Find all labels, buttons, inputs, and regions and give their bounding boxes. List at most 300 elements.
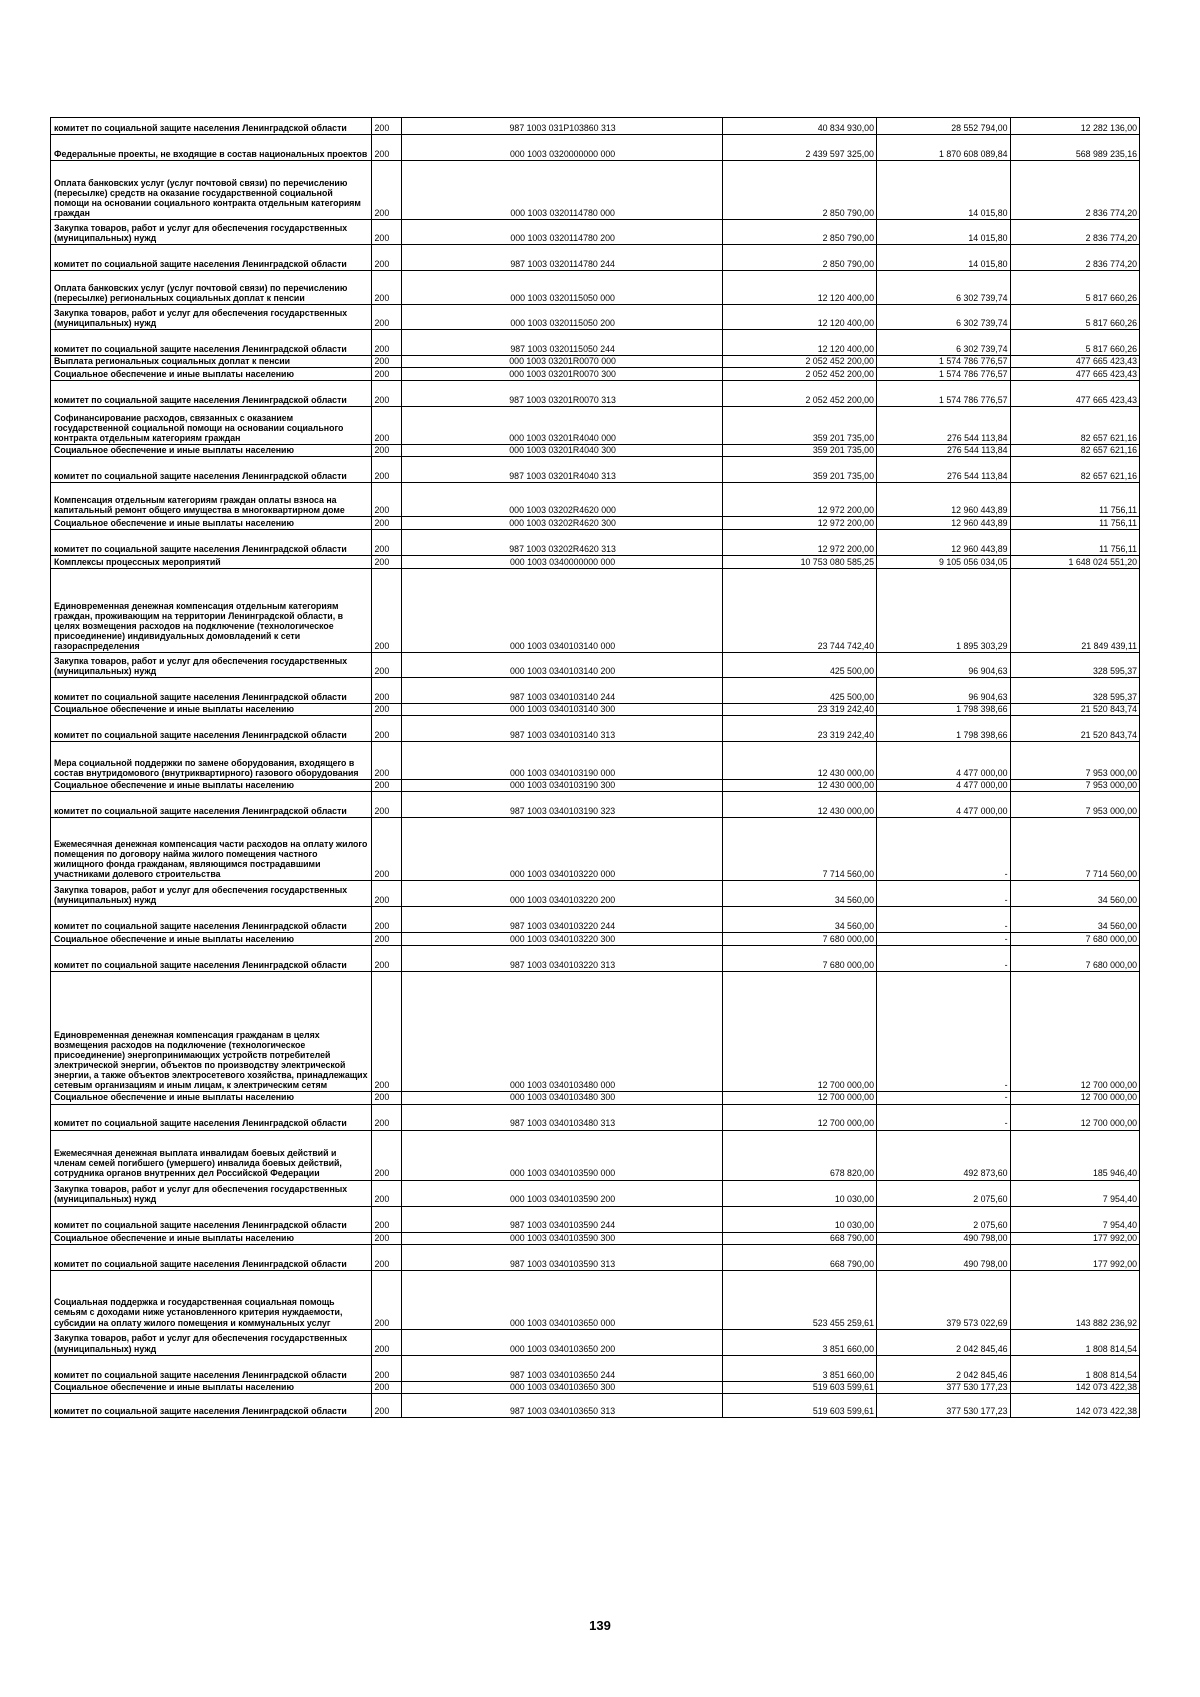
row-executed: 2 075,60 <box>876 1180 1010 1206</box>
row-approved: 668 790,00 <box>722 1244 876 1270</box>
row-kbk: 000 1003 0340103480 000 <box>402 972 723 1092</box>
row-code: 200 <box>371 161 402 220</box>
row-executed: 276 544 113,84 <box>876 407 1010 445</box>
row-unexecuted: 1 648 024 551,20 <box>1010 556 1139 569</box>
table-row <box>51 569 1140 653</box>
row-code: 200 <box>371 305 402 330</box>
row-unexecuted: 7 680 000,00 <box>1010 946 1139 972</box>
table-row <box>51 356 1140 368</box>
row-name: комитет по социальной защите населения Ленинградской области <box>51 716 372 742</box>
row-unexecuted: 185 946,40 <box>1010 1130 1139 1180</box>
row-unexecuted: 12 282 136,00 <box>1010 118 1139 135</box>
table-row <box>51 946 1140 972</box>
row-executed: - <box>876 1092 1010 1104</box>
row-code: 200 <box>371 1104 402 1130</box>
row-code: 200 <box>371 118 402 135</box>
row-unexecuted: 82 657 621,16 <box>1010 407 1139 445</box>
row-executed: - <box>876 946 1010 972</box>
page-number: 139 <box>589 1618 611 1633</box>
row-kbk: 987 1003 0340103650 244 <box>402 1355 723 1381</box>
row-kbk: 987 1003 031P103860 313 <box>402 118 723 135</box>
row-name: Ежемесячная денежная выплата инвалидам боевых действий и членам семей погибшего (умершего) инвалида боевых действий, сотрудника органов внутренних дел Российской Федерации <box>51 1130 372 1180</box>
row-name: Софинансирование расходов, связанных с оказанием государственной социальной помощи на основании социального контракта отдельным категориям граждан <box>51 407 372 445</box>
row-approved: 359 201 735,00 <box>722 407 876 445</box>
row-approved: 40 834 930,00 <box>722 118 876 135</box>
row-executed: 1 798 398,66 <box>876 704 1010 716</box>
row-executed: 96 904,63 <box>876 678 1010 704</box>
row-approved: 12 120 400,00 <box>722 330 876 356</box>
row-unexecuted: 82 657 621,16 <box>1010 445 1139 457</box>
row-approved: 12 430 000,00 <box>722 792 876 818</box>
row-kbk: 000 1003 0340103480 300 <box>402 1092 723 1104</box>
row-executed: 379 573 022,69 <box>876 1270 1010 1329</box>
row-name: комитет по социальной защите населения Ленинградской области <box>51 1206 372 1232</box>
row-kbk: 000 1003 0340103590 200 <box>402 1180 723 1206</box>
row-approved: 523 455 259,61 <box>722 1270 876 1329</box>
row-code: 200 <box>371 1092 402 1104</box>
row-name: Выплата региональных социальных доплат к пенсии <box>51 356 372 368</box>
row-name: Закупка товаров, работ и услуг для обеспечения государственных (муниципальных) нужд <box>51 1329 372 1355</box>
row-unexecuted: 21 520 843,74 <box>1010 704 1139 716</box>
row-kbk: 000 1003 0320000000 000 <box>402 135 723 161</box>
row-executed: 2 075,60 <box>876 1206 1010 1232</box>
table-row <box>51 933 1140 946</box>
row-kbk: 987 1003 0320115050 244 <box>402 330 723 356</box>
row-code: 200 <box>371 1393 402 1417</box>
row-unexecuted: 7 953 000,00 <box>1010 780 1139 792</box>
row-unexecuted: 2 836 774,20 <box>1010 220 1139 245</box>
table-row <box>51 678 1140 704</box>
table-row <box>51 483 1140 517</box>
row-code: 200 <box>371 245 402 271</box>
row-name: Социальное обеспечение и иные выплаты населению <box>51 1381 372 1393</box>
row-executed: 28 552 794,00 <box>876 118 1010 135</box>
row-approved: 12 972 200,00 <box>722 483 876 517</box>
row-code: 200 <box>371 381 402 407</box>
row-name: Закупка товаров, работ и услуг для обеспечения государственных (муниципальных) нужд <box>51 653 372 678</box>
row-unexecuted: 477 665 423,43 <box>1010 381 1139 407</box>
row-approved: 519 603 599,61 <box>722 1381 876 1393</box>
table-row <box>51 1206 1140 1232</box>
table-row <box>51 1244 1140 1270</box>
table-row <box>51 517 1140 530</box>
table-row <box>51 907 1140 933</box>
table-row <box>51 161 1140 220</box>
row-unexecuted: 21 849 439,11 <box>1010 569 1139 653</box>
row-code: 200 <box>371 1270 402 1329</box>
row-kbk: 987 1003 0340103590 313 <box>402 1244 723 1270</box>
row-code: 200 <box>371 407 402 445</box>
table-row <box>51 716 1140 742</box>
row-kbk: 000 1003 0340000000 000 <box>402 556 723 569</box>
row-executed: 1 870 608 089,84 <box>876 135 1010 161</box>
row-executed: 1 798 398,66 <box>876 716 1010 742</box>
row-unexecuted: 5 817 660,26 <box>1010 330 1139 356</box>
row-name: комитет по социальной защите населения Ленинградской области <box>51 457 372 483</box>
row-kbk: 000 1003 0340103140 000 <box>402 569 723 653</box>
row-code: 200 <box>371 1206 402 1232</box>
row-kbk: 000 1003 0340103650 200 <box>402 1329 723 1355</box>
row-unexecuted: 2 836 774,20 <box>1010 245 1139 271</box>
row-kbk: 000 1003 0320114780 000 <box>402 161 723 220</box>
row-kbk: 000 1003 0340103220 300 <box>402 933 723 946</box>
row-unexecuted: 477 665 423,43 <box>1010 356 1139 368</box>
row-executed: 4 477 000,00 <box>876 792 1010 818</box>
row-approved: 12 700 000,00 <box>722 1092 876 1104</box>
row-code: 200 <box>371 780 402 792</box>
row-name: Социальное обеспечение и иные выплаты населению <box>51 1232 372 1244</box>
row-code: 200 <box>371 946 402 972</box>
row-code: 200 <box>371 933 402 946</box>
row-kbk: 987 1003 0340103140 244 <box>402 678 723 704</box>
table-row <box>51 818 1140 881</box>
row-code: 200 <box>371 1381 402 1393</box>
row-executed: - <box>876 1104 1010 1130</box>
row-unexecuted: 34 560,00 <box>1010 881 1139 907</box>
row-name: Единовременная денежная компенсация отдельным категориям граждан, проживающим на территории Ленинградской области, в целях возмещения расходов на подключение (технологическое присоединение) индивидуальных домовладений к сети газораспределения <box>51 569 372 653</box>
row-code: 200 <box>371 135 402 161</box>
row-approved: 12 430 000,00 <box>722 780 876 792</box>
row-code: 200 <box>371 1355 402 1381</box>
row-unexecuted: 177 992,00 <box>1010 1232 1139 1244</box>
row-approved: 12 430 000,00 <box>722 742 876 780</box>
table-row <box>51 368 1140 381</box>
row-approved: 7 680 000,00 <box>722 946 876 972</box>
row-unexecuted: 1 808 814,54 <box>1010 1329 1139 1355</box>
row-name: Оплата банковских услуг (услуг почтовой связи) по перечислению (пересылке) средств на оказание государственной социальной помощи на основании социального контракта отдельным категориям граждан <box>51 161 372 220</box>
row-unexecuted: 177 992,00 <box>1010 1244 1139 1270</box>
row-code: 200 <box>371 742 402 780</box>
row-executed: 377 530 177,23 <box>876 1381 1010 1393</box>
row-kbk: 987 1003 0340103480 313 <box>402 1104 723 1130</box>
row-approved: 3 851 660,00 <box>722 1355 876 1381</box>
row-kbk: 987 1003 03201R4040 313 <box>402 457 723 483</box>
row-approved: 34 560,00 <box>722 881 876 907</box>
row-code: 200 <box>371 368 402 381</box>
row-kbk: 987 1003 0320114780 244 <box>402 245 723 271</box>
table-row <box>51 1329 1140 1355</box>
row-name: комитет по социальной защите населения Ленинградской области <box>51 1393 372 1417</box>
row-executed: 14 015,80 <box>876 220 1010 245</box>
table-row <box>51 1104 1140 1130</box>
row-approved: 678 820,00 <box>722 1130 876 1180</box>
row-name: Социальное обеспечение и иные выплаты населению <box>51 780 372 792</box>
row-name: комитет по социальной защите населения Ленинградской области <box>51 1104 372 1130</box>
row-approved: 519 603 599,61 <box>722 1393 876 1417</box>
row-name: Социальное обеспечение и иные выплаты населению <box>51 704 372 716</box>
row-name: комитет по социальной защите населения Ленинградской области <box>51 678 372 704</box>
row-code: 200 <box>371 457 402 483</box>
row-name: Федеральные проекты, не входящие в состав национальных проектов <box>51 135 372 161</box>
row-approved: 34 560,00 <box>722 907 876 933</box>
row-name: Ежемесячная денежная компенсация части расходов на оплату жилого помещения по договору найма жилого помещения частного жилищного фонда гражданам, являющимся пострадавшими участниками долевого строительства <box>51 818 372 881</box>
table-row <box>51 780 1140 792</box>
row-executed: 6 302 739,74 <box>876 271 1010 305</box>
row-name: комитет по социальной защите населения Ленинградской области <box>51 1244 372 1270</box>
row-approved: 12 700 000,00 <box>722 972 876 1092</box>
table-row <box>51 457 1140 483</box>
row-name: Социальное обеспечение и иные выплаты населению <box>51 1092 372 1104</box>
row-kbk: 000 1003 0340103220 200 <box>402 881 723 907</box>
row-code: 200 <box>371 678 402 704</box>
row-unexecuted: 143 882 236,92 <box>1010 1270 1139 1329</box>
row-unexecuted: 7 680 000,00 <box>1010 933 1139 946</box>
row-name: комитет по социальной защите населения Ленинградской области <box>51 907 372 933</box>
row-name: Оплата банковских услуг (услуг почтовой связи) по перечислению (пересылке) региональных социальных доплат к пенсии <box>51 271 372 305</box>
row-approved: 12 972 200,00 <box>722 517 876 530</box>
row-unexecuted: 7 714 560,00 <box>1010 818 1139 881</box>
row-name: комитет по социальной защите населения Ленинградской области <box>51 381 372 407</box>
row-executed: 12 960 443,89 <box>876 530 1010 556</box>
row-executed: 1 574 786 776,57 <box>876 368 1010 381</box>
row-kbk: 000 1003 03201R0070 300 <box>402 368 723 381</box>
row-unexecuted: 34 560,00 <box>1010 907 1139 933</box>
row-approved: 359 201 735,00 <box>722 445 876 457</box>
row-executed: - <box>876 818 1010 881</box>
row-kbk: 000 1003 0340103650 000 <box>402 1270 723 1329</box>
table-row <box>51 118 1140 135</box>
row-name: Социальное обеспечение и иные выплаты населению <box>51 933 372 946</box>
row-executed: 2 042 845,46 <box>876 1355 1010 1381</box>
table-row <box>51 556 1140 569</box>
row-name: Мера социальной поддержки по замене оборудования, входящего в состав внутридомового (внутриквартирного) газового оборудования <box>51 742 372 780</box>
row-approved: 7 680 000,00 <box>722 933 876 946</box>
row-kbk: 000 1003 03202R4620 000 <box>402 483 723 517</box>
row-code: 200 <box>371 1244 402 1270</box>
row-name: Закупка товаров, работ и услуг для обеспечения государственных (муниципальных) нужд <box>51 1180 372 1206</box>
row-executed: 9 105 056 034,05 <box>876 556 1010 569</box>
row-unexecuted: 5 817 660,26 <box>1010 305 1139 330</box>
row-kbk: 000 1003 0340103190 000 <box>402 742 723 780</box>
row-executed: 490 798,00 <box>876 1232 1010 1244</box>
row-kbk: 000 1003 0340103220 000 <box>402 818 723 881</box>
row-executed: 14 015,80 <box>876 161 1010 220</box>
row-executed: 377 530 177,23 <box>876 1393 1010 1417</box>
row-name: Закупка товаров, работ и услуг для обеспечения государственных (муниципальных) нужд <box>51 305 372 330</box>
table-row <box>51 1232 1140 1244</box>
row-kbk: 987 1003 0340103140 313 <box>402 716 723 742</box>
row-executed: 2 042 845,46 <box>876 1329 1010 1355</box>
row-approved: 3 851 660,00 <box>722 1329 876 1355</box>
row-kbk: 000 1003 0340103190 300 <box>402 780 723 792</box>
row-unexecuted: 142 073 422,38 <box>1010 1381 1139 1393</box>
row-unexecuted: 2 836 774,20 <box>1010 161 1139 220</box>
table-row <box>51 653 1140 678</box>
row-code: 200 <box>371 220 402 245</box>
row-name: Закупка товаров, работ и услуг для обеспечения государственных (муниципальных) нужд <box>51 220 372 245</box>
row-code: 200 <box>371 569 402 653</box>
row-name: комитет по социальной защите населения Ленинградской области <box>51 946 372 972</box>
row-code: 200 <box>371 907 402 933</box>
row-name: комитет по социальной защите населения Ленинградской области <box>51 792 372 818</box>
row-kbk: 987 1003 0340103590 244 <box>402 1206 723 1232</box>
row-approved: 10 753 080 585,25 <box>722 556 876 569</box>
row-approved: 12 120 400,00 <box>722 305 876 330</box>
table-row <box>51 407 1140 445</box>
row-name: комитет по социальной защите населения Ленинградской области <box>51 1355 372 1381</box>
row-approved: 10 030,00 <box>722 1180 876 1206</box>
row-unexecuted: 7 954,40 <box>1010 1206 1139 1232</box>
table-row <box>51 704 1140 716</box>
row-executed: 4 477 000,00 <box>876 742 1010 780</box>
row-approved: 23 744 742,40 <box>722 569 876 653</box>
row-unexecuted: 11 756,11 <box>1010 530 1139 556</box>
row-code: 200 <box>371 704 402 716</box>
row-code: 200 <box>371 483 402 517</box>
row-kbk: 000 1003 0320114780 200 <box>402 220 723 245</box>
row-unexecuted: 21 520 843,74 <box>1010 716 1139 742</box>
table-row <box>51 445 1140 457</box>
row-approved: 2 850 790,00 <box>722 245 876 271</box>
row-kbk: 000 1003 03201R0070 000 <box>402 356 723 368</box>
row-approved: 23 319 242,40 <box>722 716 876 742</box>
row-name: Социальное обеспечение и иные выплаты населению <box>51 445 372 457</box>
row-executed: 276 544 113,84 <box>876 457 1010 483</box>
row-name: Компенсация отдельным категориям граждан оплаты взноса на капитальный ремонт общего имущества в многоквартирном доме <box>51 483 372 517</box>
row-executed: 96 904,63 <box>876 653 1010 678</box>
row-code: 200 <box>371 972 402 1092</box>
table-row <box>51 245 1140 271</box>
row-approved: 668 790,00 <box>722 1232 876 1244</box>
row-code: 200 <box>371 818 402 881</box>
row-approved: 425 500,00 <box>722 678 876 704</box>
row-unexecuted: 142 073 422,38 <box>1010 1393 1139 1417</box>
row-executed: 12 960 443,89 <box>876 517 1010 530</box>
row-approved: 7 714 560,00 <box>722 818 876 881</box>
table-row <box>51 881 1140 907</box>
row-code: 200 <box>371 356 402 368</box>
row-code: 200 <box>371 1180 402 1206</box>
row-approved: 10 030,00 <box>722 1206 876 1232</box>
row-executed: 1 574 786 776,57 <box>876 381 1010 407</box>
row-code: 200 <box>371 445 402 457</box>
row-kbk: 987 1003 03202R4620 313 <box>402 530 723 556</box>
row-kbk: 000 1003 03201R4040 300 <box>402 445 723 457</box>
row-name: комитет по социальной защите населения Ленинградской области <box>51 118 372 135</box>
row-code: 200 <box>371 653 402 678</box>
row-kbk: 000 1003 0340103590 300 <box>402 1232 723 1244</box>
row-unexecuted: 477 665 423,43 <box>1010 368 1139 381</box>
row-executed: - <box>876 881 1010 907</box>
row-kbk: 987 1003 0340103220 313 <box>402 946 723 972</box>
table-row <box>51 1130 1140 1180</box>
row-name: Социальная поддержка и государственная социальная помощь семьям с доходами ниже установленного критерия нуждаемости, субсидии на оплату жилого помещения и коммунальных услуг <box>51 1270 372 1329</box>
row-unexecuted: 7 953 000,00 <box>1010 742 1139 780</box>
row-approved: 12 972 200,00 <box>722 530 876 556</box>
row-executed: 1 574 786 776,57 <box>876 356 1010 368</box>
table-row <box>51 135 1140 161</box>
row-unexecuted: 568 989 235,16 <box>1010 135 1139 161</box>
row-approved: 425 500,00 <box>722 653 876 678</box>
row-kbk: 987 1003 0340103220 244 <box>402 907 723 933</box>
row-kbk: 987 1003 03201R0070 313 <box>402 381 723 407</box>
row-name: Социальное обеспечение и иные выплаты населению <box>51 517 372 530</box>
row-approved: 2 439 597 325,00 <box>722 135 876 161</box>
row-name: Социальное обеспечение и иные выплаты населению <box>51 368 372 381</box>
row-executed: 490 798,00 <box>876 1244 1010 1270</box>
row-executed: - <box>876 972 1010 1092</box>
row-name: комитет по социальной защите населения Ленинградской области <box>51 245 372 271</box>
row-approved: 2 850 790,00 <box>722 161 876 220</box>
row-executed: 6 302 739,74 <box>876 305 1010 330</box>
row-unexecuted: 82 657 621,16 <box>1010 457 1139 483</box>
row-approved: 359 201 735,00 <box>722 457 876 483</box>
row-approved: 2 052 452 200,00 <box>722 368 876 381</box>
row-code: 200 <box>371 1329 402 1355</box>
row-name: комитет по социальной защите населения Ленинградской области <box>51 330 372 356</box>
row-unexecuted: 7 953 000,00 <box>1010 792 1139 818</box>
table-row <box>51 742 1140 780</box>
row-kbk: 000 1003 0340103140 200 <box>402 653 723 678</box>
row-executed: 276 544 113,84 <box>876 445 1010 457</box>
row-executed: 12 960 443,89 <box>876 483 1010 517</box>
table-row <box>51 330 1140 356</box>
table-row <box>51 1355 1140 1381</box>
row-unexecuted: 328 595,37 <box>1010 678 1139 704</box>
row-approved: 2 850 790,00 <box>722 220 876 245</box>
row-code: 200 <box>371 517 402 530</box>
row-kbk: 000 1003 03201R4040 000 <box>402 407 723 445</box>
table-row <box>51 1092 1140 1104</box>
row-kbk: 987 1003 0340103650 313 <box>402 1393 723 1417</box>
row-code: 200 <box>371 271 402 305</box>
row-code: 200 <box>371 792 402 818</box>
table-body <box>51 118 1140 1418</box>
row-executed: - <box>876 907 1010 933</box>
row-name: Закупка товаров, работ и услуг для обеспечения государственных (муниципальных) нужд <box>51 881 372 907</box>
row-kbk: 000 1003 0340103650 300 <box>402 1381 723 1393</box>
row-executed: 492 873,60 <box>876 1130 1010 1180</box>
row-executed: 6 302 739,74 <box>876 330 1010 356</box>
row-code: 200 <box>371 330 402 356</box>
row-kbk: 000 1003 03202R4620 300 <box>402 517 723 530</box>
row-unexecuted: 12 700 000,00 <box>1010 1092 1139 1104</box>
row-executed: 1 895 303,29 <box>876 569 1010 653</box>
row-approved: 2 052 452 200,00 <box>722 356 876 368</box>
table-row <box>51 1393 1140 1417</box>
row-unexecuted: 11 756,11 <box>1010 517 1139 530</box>
table-row <box>51 1270 1140 1329</box>
row-code: 200 <box>371 556 402 569</box>
table-row <box>51 792 1140 818</box>
row-kbk: 000 1003 0340103590 000 <box>402 1130 723 1180</box>
row-approved: 23 319 242,40 <box>722 704 876 716</box>
table-row <box>51 271 1140 305</box>
table-row <box>51 305 1140 330</box>
row-code: 200 <box>371 530 402 556</box>
budget-table <box>50 117 1140 1418</box>
table-row <box>51 1180 1140 1206</box>
row-unexecuted: 12 700 000,00 <box>1010 972 1139 1092</box>
row-unexecuted: 11 756,11 <box>1010 483 1139 517</box>
table-row <box>51 1381 1140 1393</box>
row-unexecuted: 1 808 814,54 <box>1010 1355 1139 1381</box>
row-kbk: 987 1003 0340103190 323 <box>402 792 723 818</box>
row-name: Комплексы процессных мероприятий <box>51 556 372 569</box>
row-kbk: 000 1003 0340103140 300 <box>402 704 723 716</box>
table-row <box>51 220 1140 245</box>
row-unexecuted: 5 817 660,26 <box>1010 271 1139 305</box>
row-code: 200 <box>371 1232 402 1244</box>
row-approved: 12 120 400,00 <box>722 271 876 305</box>
row-unexecuted: 12 700 000,00 <box>1010 1104 1139 1130</box>
row-code: 200 <box>371 881 402 907</box>
row-code: 200 <box>371 716 402 742</box>
row-unexecuted: 328 595,37 <box>1010 653 1139 678</box>
row-approved: 12 700 000,00 <box>722 1104 876 1130</box>
row-kbk: 000 1003 0320115050 200 <box>402 305 723 330</box>
row-kbk: 000 1003 0320115050 000 <box>402 271 723 305</box>
